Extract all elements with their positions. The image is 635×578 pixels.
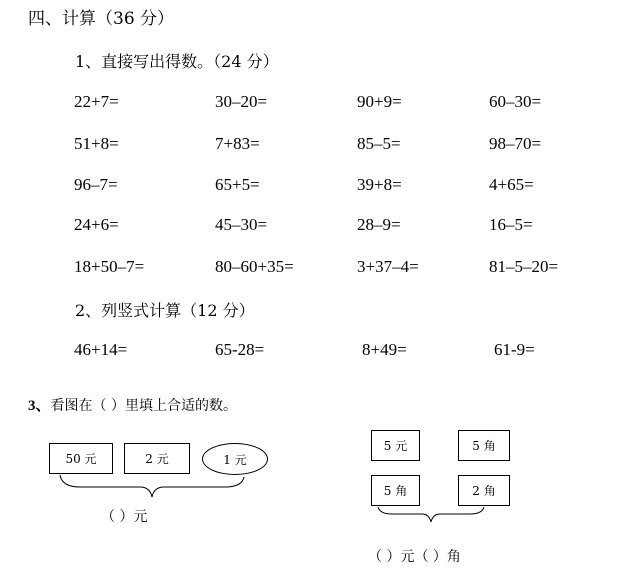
- equation: 18+50–7=: [74, 257, 145, 276]
- equation: 39+8=: [357, 175, 402, 194]
- equation: 80–60+35=: [215, 257, 294, 276]
- equation: 3+37–4=: [357, 257, 419, 276]
- equation: 60–30=: [489, 92, 542, 111]
- money-box-50-yuan: 50 元: [49, 443, 113, 474]
- equation: 7+83=: [215, 134, 260, 153]
- equation: 98–70=: [489, 134, 542, 153]
- equation: 96–7=: [74, 175, 118, 194]
- equation: 24+6=: [74, 215, 119, 234]
- section-3-number: 3、: [28, 398, 51, 414]
- equation: 4+65=: [489, 175, 534, 194]
- equation: 61-9=: [494, 340, 535, 359]
- equation: 45–30=: [215, 215, 268, 234]
- equation: 46+14=: [74, 340, 128, 359]
- equation: 22+7=: [74, 92, 119, 111]
- equation: 30–20=: [215, 92, 268, 111]
- part-2-title: 2、列竖式计算（12 分）: [75, 301, 255, 320]
- equation: 81–5–20=: [489, 257, 559, 276]
- money-box-5-yuan: 5 元: [371, 430, 420, 461]
- instruction-text: 看图在（ ）里填上合适的数。: [50, 398, 237, 414]
- money-box-5-jiao: 5 角: [371, 475, 420, 506]
- part-1-title: 1、直接写出得数。（24 分）: [75, 52, 279, 71]
- money-box-5-jiao-top: 5 角: [458, 430, 510, 461]
- right-brace: [378, 507, 484, 522]
- equation: 65+5=: [215, 175, 260, 194]
- left-answer-blank: （ ）元: [101, 509, 148, 525]
- left-brace: [60, 475, 244, 497]
- equation: 8+49=: [362, 340, 407, 359]
- section-4-title: 四、计算（36 分）: [28, 9, 175, 29]
- equation: 51+8=: [74, 134, 119, 153]
- money-oval-1-yuan: 1 元: [202, 443, 268, 475]
- equation: 65-28=: [215, 340, 265, 359]
- money-box-2-jiao: 2 角: [458, 475, 510, 506]
- equation: 28–9=: [357, 215, 401, 234]
- right-answer-blank: （ ）元（ ）角: [368, 549, 461, 565]
- equation: 16–5=: [489, 215, 533, 234]
- equation: 90+9=: [357, 92, 402, 111]
- equation: 85–5=: [357, 134, 401, 153]
- money-box-2-yuan: 2 元: [124, 443, 190, 474]
